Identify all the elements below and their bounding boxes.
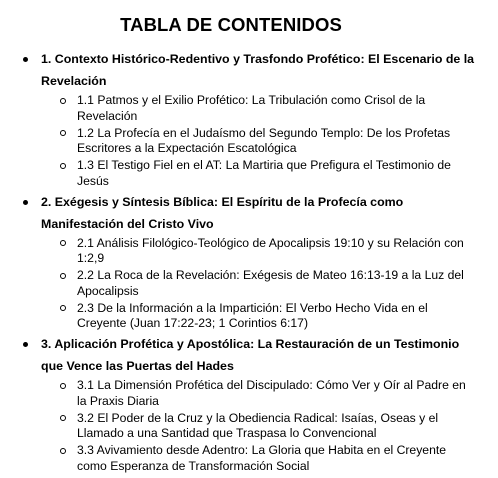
toc-subitem-text: 2.3 De la Información a la Impartición: El Verbo Hecho Vida en el Creyente (Juan 17:22-23; 1 Corintios 6:17) (77, 300, 428, 330)
hollow-bullet-icon (60, 130, 66, 136)
toc-section-3 (0, 333, 498, 474)
toc-subitem (0, 301, 498, 332)
toc-subitem (0, 378, 498, 409)
toc-section-heading (0, 191, 498, 235)
hollow-bullet-icon (60, 163, 66, 169)
toc-subitem (0, 268, 498, 299)
hollow-bullet-icon (60, 448, 66, 454)
toc-section-heading (0, 333, 498, 377)
toc-list (0, 48, 498, 476)
hollow-bullet-icon (60, 240, 66, 246)
toc-section-1 (0, 48, 498, 189)
toc-section-2 (0, 191, 498, 332)
filled-bullet-icon (23, 57, 28, 62)
hollow-bullet-icon (60, 98, 66, 104)
hollow-bullet-icon (60, 383, 66, 389)
toc-subitem (0, 236, 498, 267)
toc-subitem-text: 3.2 El Poder de la Cruz y la Obediencia Radical: Isaías, Oseas y el Llamado a una Santidad que Traspasa lo Convencional (77, 410, 439, 440)
toc-subitem-list (0, 93, 498, 189)
toc-subitem-text: 2.2 La Roca de la Revelación: Exégesis de Mateo 16:13-19 a la Luz del Apocalipsis (77, 268, 464, 298)
toc-section-heading (0, 48, 498, 92)
toc-subitem-text: 1.3 El Testigo Fiel en el AT: La Martiria que Prefigura el Testimonio de Jesús (77, 158, 451, 188)
toc-subitem-text: 2.1 Análisis Filológico-Teológico de Apocalipsis 19:10 y su Relación con 1:2,9 (77, 235, 464, 265)
hollow-bullet-icon (60, 415, 66, 421)
toc-subitem-text: 1.1 Patmos y el Exilio Profético: La Tribulación como Crisol de la Revelación (77, 93, 426, 123)
toc-subitem (0, 158, 498, 189)
toc-section-heading-text: 1. Contexto Histórico-Redentivo y Trasfondo Profético: El Escenario de la Revelación (41, 52, 475, 88)
toc-section-heading-text: 3. Aplicación Profética y Apostólica: La Restauración de un Testimonio que Vence las Puertas del Hades (41, 337, 460, 373)
toc-subitem (0, 93, 498, 124)
toc-subitem-list (0, 236, 498, 332)
toc-section-heading-text: 2. Exégesis y Síntesis Bíblica: El Espíritu de la Profecía como Manifestación del Cristo Vivo (41, 194, 404, 231)
toc-subitem (0, 443, 498, 474)
toc-subitem-text: 1.2 La Profecía en el Judaísmo del Segundo Templo: De los Profetas Escritores a la Expectación Escatológica (77, 125, 451, 155)
toc-subitem-text: 3.3 Avivamiento desde Adentro: La Gloria que Habita en el Creyente como Esperanza de Transformación Social (77, 443, 447, 473)
hollow-bullet-icon (60, 305, 66, 311)
toc-subitem-text: 3.1 La Dimensión Profética del Discipulado: Cómo Ver y Oír al Padre en la Praxis Diaria (77, 378, 466, 408)
toc-subitem-list (0, 378, 498, 474)
hollow-bullet-icon (60, 273, 66, 279)
filled-bullet-icon (23, 200, 28, 205)
toc-subitem (0, 126, 498, 157)
toc-subitem (0, 411, 498, 442)
toc-title: TABLA DE CONTENIDOS (120, 14, 342, 35)
filled-bullet-icon (23, 342, 28, 347)
